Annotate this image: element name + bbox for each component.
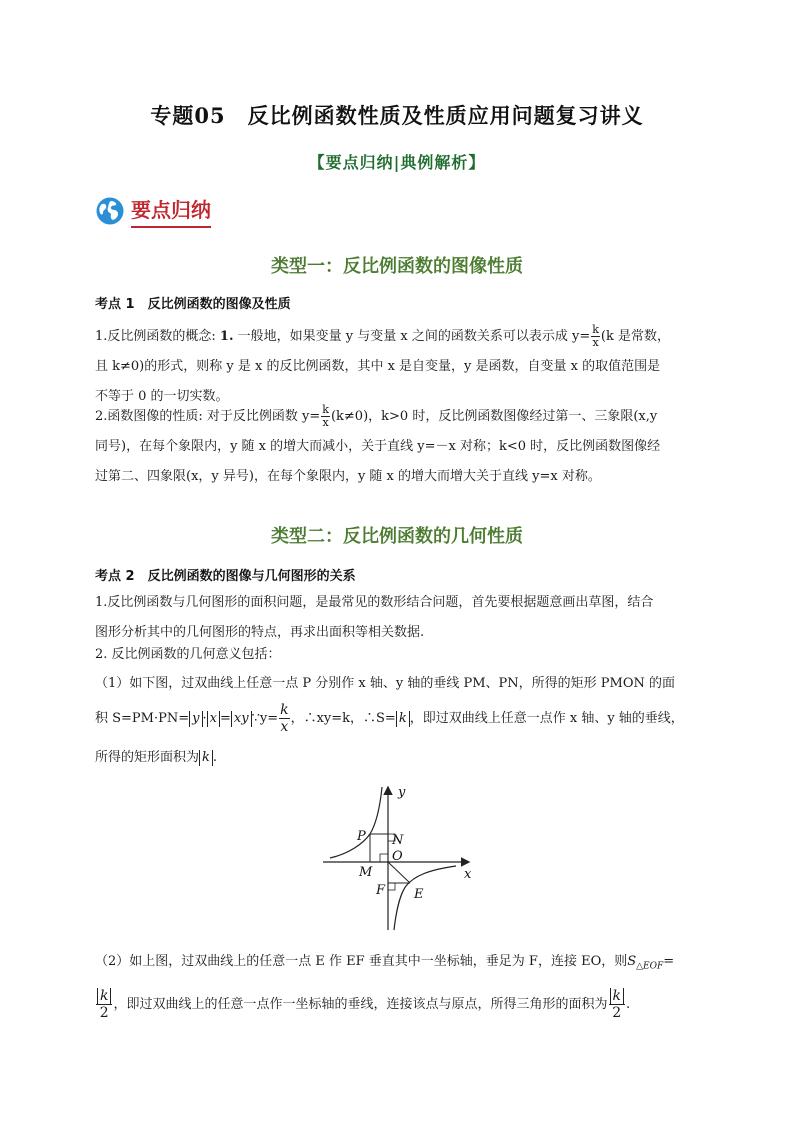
hyperbola-branch-2	[330, 787, 382, 858]
type2-paragraph-1: 1.反比例函数与几何图形的面积问题，是最常见的数形结合问题，首先要根据题意画出草图，结合 图形分析其中的几何图形的特点，再求出面积等相关数据.	[95, 595, 654, 640]
hyperbola-figure	[318, 782, 478, 932]
label-M: M	[359, 865, 373, 880]
section-label: 要点归纳	[131, 194, 211, 228]
fraction-k-over-x: $\frac{k}{x}$	[322, 403, 329, 429]
fraction-k-over-x: $\frac{k}{x}$	[592, 323, 599, 349]
label-F: F	[376, 883, 386, 898]
type2-paragraph-4: （2）如上图，过双曲线上的任意一点 E 作 EF 垂直其中一坐标轴，垂足为 F，连接 EO，则$S_{\triangle EOF}=$ $\frac{k}{2}$ ，即过双曲线上的任意一点作一坐标轴的垂线，连接该点与原点，所得三角形的面积为 $\frac{k}{2}$ .	[95, 954, 675, 1021]
page-title: 专题05 反比例函数性质及性质应用问题复习讲义	[150, 103, 644, 128]
fraction-k-over-x: $\frac{k}{x}$	[280, 702, 289, 735]
abs-x: x	[207, 711, 220, 727]
type2-title: 类型二：反比例函数的几何性质	[271, 526, 523, 547]
segment-EO	[388, 862, 410, 883]
hyperbola-branch-4	[394, 866, 456, 930]
label-y: y	[398, 785, 406, 800]
globe-icon	[95, 196, 125, 226]
type1-title: 类型一：反比例函数的图像性质	[271, 256, 523, 277]
abs-k: k	[199, 750, 213, 766]
label-N: N	[392, 833, 404, 848]
kaodian-2: 考点 2 反比例函数的图像与几何图形的关系	[95, 569, 356, 584]
right-angle-mark	[388, 883, 395, 890]
type2-paragraph-2: 2. 反比例函数的几何意义包括：	[95, 647, 281, 662]
fraction-abs-k-over-2: $\frac{k}{2}$	[96, 988, 112, 1021]
label-O: O	[392, 849, 403, 864]
type1-paragraph-2: 2.函数图像的性质: 对于反比例函数 y= $\frac{k}{x}$ (k≠0)，k>0 时，反比例函数图像经过第一、三象限(x,y 同号)，在每个象限内，y 随 x 的增大而减小，关于直线 y=－x 对称；k<0 时，反比例函数图像经 过第二、四象限(x，y 异号)，在每个象限内，y 随 x 的增大而增大关于直线 y=x 对称。	[95, 403, 661, 484]
type2-paragraph-3: （1）如下图，过双曲线上任意一点 P 分别作 x 轴、y 轴的垂线 PM、PN，所得的矩形 PMON 的面 积 S=PM·PN= y · x = xy ∵y= $\frac{k}{x}$ ，∴xy=k，∴S= k ，即过双曲线上任意一点作 x 轴、y 轴的垂线， 所得的矩形面积为 k .	[95, 676, 684, 765]
abs-xy: xy	[231, 711, 252, 727]
kaodian-1: 考点 1 反比例函数的图像及性质	[95, 297, 291, 312]
type1-paragraph-1: 1.反比例函数的概念: 1. 一般地，如果变量 y 与变量 x 之间的函数关系可以表示成 y= $\frac{k}{x}$ (k 是常数， 且 k≠0)的形式，则称 y 是 x 的反比例函数，其中 x 是自变量，y 是函数，自变量 x 的取值范围是 不等于 0 的一切实数。	[95, 323, 670, 404]
right-angle-mark	[380, 854, 388, 862]
fraction-abs-k-over-2: $\frac{k}{2}$	[609, 988, 625, 1021]
section-header	[95, 193, 211, 229]
label-x: x	[464, 867, 472, 882]
label-E: E	[414, 887, 424, 902]
page-subtitle: 【要点归纳|典例解析】	[308, 153, 486, 172]
abs-y: y	[189, 711, 202, 727]
abs-k: k	[396, 711, 410, 727]
label-P: P	[357, 829, 366, 844]
